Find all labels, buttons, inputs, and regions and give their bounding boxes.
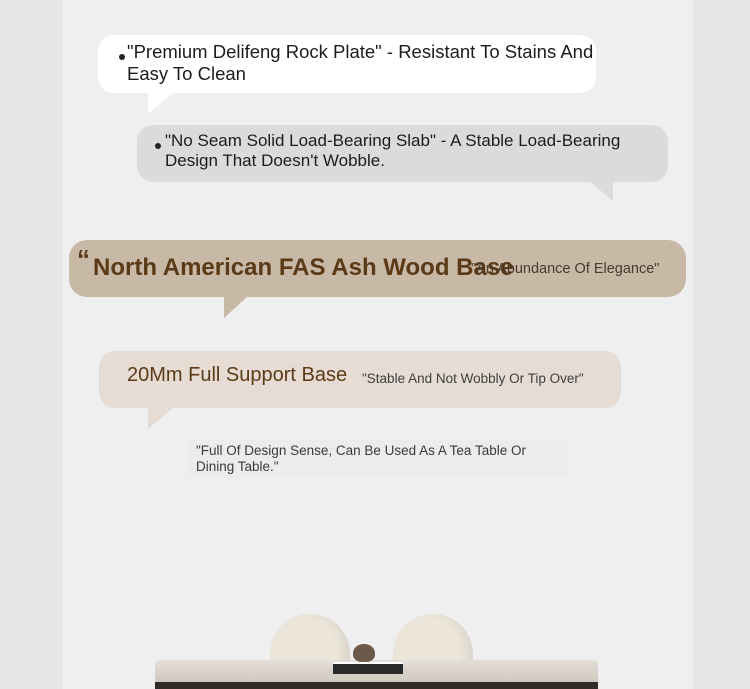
table-edge-image	[155, 682, 598, 689]
plant-decor-icon	[353, 644, 375, 662]
bullet-dot-icon	[119, 54, 125, 60]
bubble-tail	[224, 296, 248, 318]
books-decor-icon	[333, 662, 403, 674]
bubble-tail	[148, 92, 174, 114]
feature-bubble-ash-wood	[69, 240, 686, 297]
feature-title: North American FAS Ash Wood Base	[93, 254, 514, 281]
feature-bubble-support-base	[99, 351, 621, 408]
product-photo	[63, 520, 693, 689]
quote-mark-icon: “	[77, 244, 90, 274]
feature-subtitle: "An Abundance Of Elegance"	[471, 261, 660, 277]
feature-title: 20Mm Full Support Base	[127, 364, 348, 386]
bubble-tail	[589, 181, 613, 201]
feature-text: "No Seam Solid Load-Bearing Slab" - A Stable Load-Bearing Design That Doesn't Wobble.	[165, 131, 621, 170]
bullet-dot-icon	[155, 143, 161, 149]
bubble-tail	[148, 407, 174, 429]
feature-bubble-rock-plate	[98, 35, 596, 93]
design-caption	[186, 440, 568, 478]
caption-text: "Full Of Design Sense, Can Be Used As A Tea Table Or Dining Table."	[196, 443, 526, 474]
feature-subtitle: "Stable And Not Wobbly Or Tip Over"	[362, 371, 584, 386]
feature-text: "Premium Delifeng Rock Plate" - Resistant To Stains And Easy To Clean	[127, 41, 594, 84]
feature-bubble-load-bearing	[137, 125, 668, 182]
